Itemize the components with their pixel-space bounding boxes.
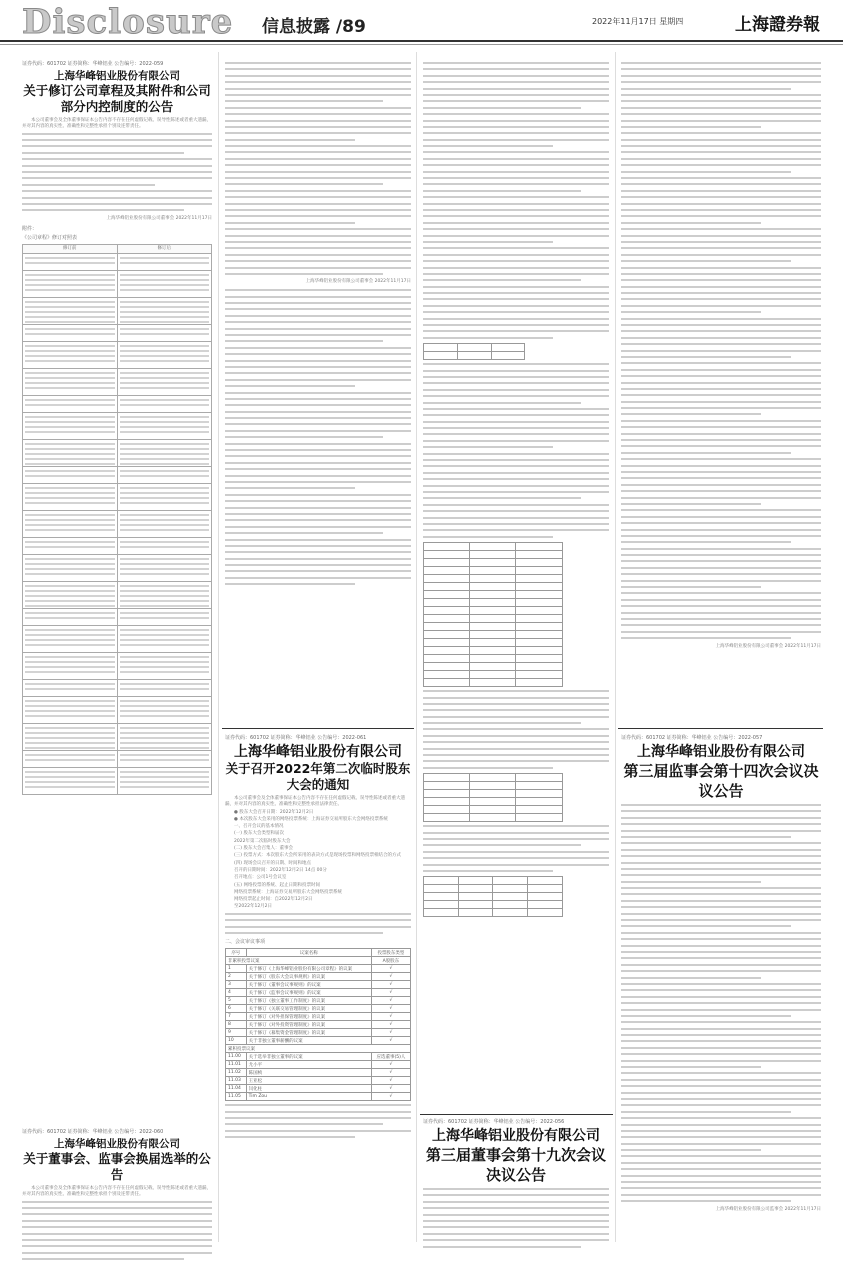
table-row: 1 关于修订《上海华峰铝业股份有限公司章程》的议案 √ (226, 965, 411, 973)
notice-meta: 证券代码：601702 证券简称：华峰铝业 公告编号：2022-059 (22, 61, 164, 67)
vote-form-table (423, 773, 563, 822)
notice-articles-amendment (22, 60, 212, 798)
signature: 上海华峰铝业股份有限公司董事会 2022年11月17日 (305, 279, 411, 285)
body-text (621, 62, 821, 639)
body-text (225, 1104, 411, 1138)
table-row (23, 537, 212, 554)
table-row: 11.00 关于选举非独立董事的议案 应选董事(5)人 (226, 1053, 411, 1061)
table-row (424, 583, 563, 591)
table-row (424, 782, 563, 790)
company-name: 上海华峰铝业股份有限公司 (637, 744, 805, 760)
table-row: 11.03 王亚松 √ (226, 1077, 411, 1085)
table-row (424, 607, 563, 615)
body-text (225, 289, 411, 585)
table-row (23, 696, 212, 723)
table-row (424, 543, 563, 551)
table-row (23, 767, 212, 794)
notice-supervisory-resolution (621, 734, 821, 1213)
egm-item: ● 本次股东大会采用的网络投票系统：上海证券交易所股东大会网络投票系统 (234, 816, 388, 822)
cumulative-vote-table (423, 876, 563, 917)
table-row: 5 关于修订《独立董事工作制度》的议案 √ (226, 997, 411, 1005)
continued-text-column2 (225, 60, 411, 590)
table-row (23, 324, 212, 341)
body-text (225, 913, 411, 934)
table-row (23, 395, 212, 412)
table-row: 11.01 尤小平 √ (226, 1061, 411, 1069)
table-row (424, 877, 563, 885)
notice-title: 第三届董事会第十九次会议决议公告 (425, 1146, 606, 1184)
table-row (23, 581, 212, 608)
lead-paragraph: 本公司董事会及全体董事保证本公告内容不存在任何虚假记载、误导性陈述或者重大遗漏，并对其内容的真实性、准确性和完整性承担法律责任。 (225, 796, 405, 808)
table-row (424, 352, 525, 360)
table-row (23, 554, 212, 581)
masthead-rule (0, 44, 843, 45)
table-row (23, 608, 212, 625)
table-row (23, 750, 212, 767)
table-row (424, 885, 563, 893)
signature: 上海华峰铝业股份有限公司监事会 2022年11月17日 (715, 1206, 821, 1212)
body-text (423, 1188, 609, 1248)
table-row (424, 631, 563, 639)
table-row: 8 关于修订《对外投资管理制度》的议案 √ (226, 1021, 411, 1029)
table-row (424, 615, 563, 623)
table-row: 11.05 Tim Zou √ (226, 1093, 411, 1101)
egm-item: 一、召开会议的基本情况 (234, 824, 284, 830)
body-text (22, 133, 212, 212)
table-row (424, 909, 563, 917)
section-rule (420, 1114, 613, 1116)
column-header: 修订前 (23, 244, 118, 253)
table-row: 3 关于修订《董事会议事规则》的议案 √ (226, 981, 411, 989)
egm-item: 召开的日期时间：2022年12月2日 14点 00分 (234, 867, 327, 873)
column-header: 修订后 (117, 244, 212, 253)
table-row (23, 253, 212, 270)
column-header: 序号 (226, 949, 247, 957)
table-row (424, 901, 563, 909)
table-row (424, 814, 563, 822)
table-row (23, 652, 212, 679)
notice-title: 关于董事会、监事会换届选举的公告 (23, 1151, 211, 1182)
table-row (424, 623, 563, 631)
table-row: 7 关于修订《对外担保管理制度》的议案 √ (226, 1013, 411, 1021)
column-header: 议案名称 (246, 949, 371, 957)
notice-egm (225, 734, 411, 1143)
column-header: 投票股东类型 (371, 949, 410, 957)
notice-meta: 证券代码：601702 证券简称：华峰铝业 公告编号：2022-060 (22, 1129, 164, 1135)
section-rule (222, 728, 414, 730)
table-row: 4 关于修订《监事会议事规则》的议案 √ (226, 989, 411, 997)
table-row (424, 567, 563, 575)
notice-meta: 证券代码：601702 证券简称：华峰铝业 公告编号：2022-061 (225, 735, 367, 741)
egm-item: (四) 现场会议召开的日期、时间和地点 (234, 860, 311, 866)
lead-paragraph: 本公司董事会及全体董事保证本公告内容不存在任何虚假记载、误导性陈述或者重大遗漏，并对其内容的真实性、准确性和完整性承担个别及连带责任。 (22, 118, 211, 130)
table-row: 6 关于修订《关联交易管理制度》的议案 √ (226, 1005, 411, 1013)
table-row (23, 679, 212, 696)
amendment-comparison-table (22, 244, 212, 795)
body-text (423, 825, 609, 872)
company-name: 上海华峰铝业股份有限公司 (432, 1128, 600, 1144)
body-text (423, 690, 609, 769)
table-row (424, 798, 563, 806)
body-text (423, 363, 609, 538)
continued-text-column4 (621, 60, 821, 650)
continued-text-column3 (423, 60, 609, 920)
section-rule (618, 728, 823, 730)
table-row (424, 639, 563, 647)
table-row (23, 625, 212, 652)
body-text (225, 62, 411, 275)
column-divider (615, 52, 616, 1242)
notice-title: 关于修订公司章程及其附件和公司部分内控制度的公告 (23, 83, 211, 114)
table-row: 11.04 闫化柱 √ (226, 1085, 411, 1093)
egm-item: 至2022年12月2日 (234, 904, 273, 910)
table-row (23, 510, 212, 537)
table-row (424, 663, 563, 671)
table-row (424, 679, 563, 687)
signature: 上海华峰铝业股份有限公司董事会 2022年11月17日 (715, 643, 821, 649)
masthead (0, 0, 843, 42)
body-text (423, 62, 609, 339)
notice-meta: 证券代码：601702 证券简称：华峰铝业 公告编号：2022-056 (423, 1119, 565, 1125)
table-row (23, 439, 212, 466)
annex-label: 附件： (22, 225, 38, 232)
table-row (23, 341, 212, 368)
company-name: 上海华峰铝业股份有限公司 (54, 70, 180, 82)
table-row (23, 368, 212, 395)
table-row (424, 671, 563, 679)
egm-item: 2022年第二次临时股东大会 (234, 838, 291, 844)
table-row: 非累积投票议案 A股股东 (226, 957, 411, 965)
table-row (23, 483, 212, 510)
table-row (424, 806, 563, 814)
egm-item: 召开地点：公司1号会议室 (234, 875, 287, 881)
small-table (423, 343, 525, 360)
table-row (23, 412, 212, 439)
notice-title: 关于召开2022年第二次临时股东大会的通知 (225, 761, 411, 792)
table-row (424, 893, 563, 901)
table-row (23, 297, 212, 324)
table-row (23, 270, 212, 297)
newspaper-name: 上海證券報 (735, 15, 820, 35)
notice-meta: 证券代码：601702 证券简称：华峰铝业 公告编号：2022-057 (621, 735, 763, 741)
egm-item: ● 股东大会召开日期：2022年12月2日 (234, 809, 314, 815)
table-row: 10 关于非独立董事薪酬的议案 √ (226, 1037, 411, 1045)
notice-title: 第三届监事会第十四次会议决议公告 (623, 762, 819, 800)
table-row (424, 575, 563, 583)
table-row (23, 723, 212, 750)
table-caption: 二、会议审议事项 (225, 939, 266, 946)
egm-vote-table (225, 948, 411, 1101)
table-row: 11.02 陈国桢 √ (226, 1069, 411, 1077)
table-row (23, 466, 212, 483)
egm-item: (二) 股东大会召集人：董事会 (234, 846, 293, 852)
notice-board-resolution (423, 1118, 609, 1252)
table-row (424, 551, 563, 559)
table-row (424, 774, 563, 782)
table-row (424, 647, 563, 655)
table-row: 2 关于修订《股东大会议事规则》的议案 √ (226, 973, 411, 981)
body-text (22, 1201, 212, 1261)
lead-paragraph: 本公司董事会及全体董事保证本公告内容不存在任何虚假记载、误导性陈述或者重大遗漏，并对其内容的真实性、准确性和完整性承担个别及连带责任。 (22, 1186, 211, 1198)
section-title: 信息披露 /89 (262, 17, 366, 37)
disclosure-logo: Disclosure (22, 2, 234, 42)
table-caption: 《公司章程》修订对照表 (22, 234, 78, 241)
company-name: 上海华峰铝业股份有限公司 (234, 744, 402, 760)
egm-item: 网络投票起止时间：自2022年12月2日 (234, 897, 313, 903)
agenda-table (423, 542, 563, 687)
company-name: 上海华峰铝业股份有限公司 (54, 1138, 180, 1150)
table-row (424, 344, 525, 352)
egm-item: (五) 网络投票的系统、起止日期和投票时间 (234, 882, 320, 888)
egm-item: (三) 投票方式：本次股东大会所采用的表决方式是现场投票和网络投票相结合的方式 (234, 853, 401, 859)
table-row: 累积投票议案 (226, 1045, 411, 1053)
column-divider (416, 52, 417, 1242)
notice-board-change (22, 1128, 212, 1265)
table-row (424, 790, 563, 798)
table-row (424, 559, 563, 567)
table-row (424, 655, 563, 663)
egm-item: (一) 股东大会类型和届次 (234, 831, 284, 837)
body-text (621, 804, 821, 1202)
issue-date: 2022年11月17日 星期四 (592, 17, 684, 26)
table-row (424, 599, 563, 607)
table-row (424, 591, 563, 599)
table-row: 9 关于修订《募集资金管理制度》的议案 √ (226, 1029, 411, 1037)
signature: 上海华峰铝业股份有限公司董事会 2022年11月17日 (106, 215, 212, 221)
column-divider (218, 52, 219, 1242)
egm-item: 网络投票系统：上海证券交易所股东大会网络投票系统 (234, 889, 342, 895)
